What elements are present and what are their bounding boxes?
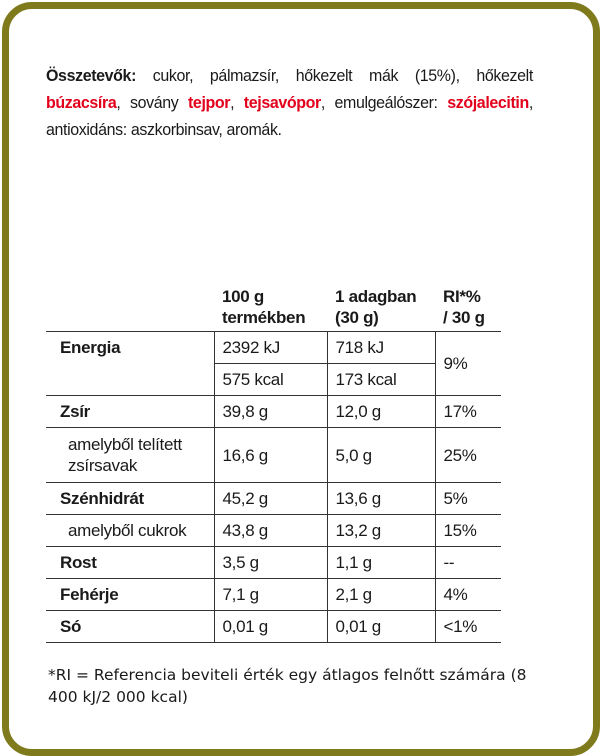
value-per-100g: 2392 kJ [214,332,327,364]
value-per-100g: 7,1 g [214,579,327,611]
value-per-serving: 0,01 g [327,611,435,643]
ingredients-text: , emulgeálószer: [320,93,448,112]
table-header-row [46,286,501,332]
nutrient-name: amelyből telített zsírsavak [46,428,214,483]
nutrient-name [46,364,214,396]
ingredients-text: , sovány [116,93,188,112]
value-per-serving: 5,0 g [327,428,435,483]
header-nutrient [46,286,214,332]
value-ri: 9% [435,332,501,396]
ri-footnote: *RI = Referencia beviteli érték egy átlagos felnőtt számára (8 400 kJ/2 000 kcal) [48,666,527,706]
value-per-100g: 43,8 g [214,515,327,547]
table-row [46,611,501,643]
nutrient-name: amelyből cukrok [46,515,214,547]
nutrition-table [46,286,501,643]
ingredients-text: , antioxidáns: aszkorbinsav, aromák. [46,93,533,139]
value-ri: 5% [435,483,501,515]
table-row [46,483,501,515]
table-row [46,364,501,396]
nutrient-name: Só [46,611,214,643]
nutrient-name: Energia [60,337,121,357]
value-per-serving: 12,0 g [327,396,435,428]
header-line: 100 g [222,287,264,306]
allergen-wheat-germ: búzacsíra [46,93,117,112]
value-ri: -- [435,547,501,579]
value-per-serving: 718 kJ [327,332,435,364]
value-per-serving: 13,6 g [327,483,435,515]
value-ri: 15% [435,515,501,547]
ingredients-paragraph [46,62,533,143]
header-line: termékben [222,308,306,327]
header-line: / 30 g [443,308,485,327]
nutrient-name: Fehérje [46,579,214,611]
value-per-serving: 13,2 g [327,515,435,547]
table-row [46,428,501,483]
value-per-100g: 39,8 g [214,396,327,428]
table-row [46,547,501,579]
nutrient-name: Zsír [46,396,214,428]
value-ri: 25% [435,428,501,483]
allergen-whey-powder: tejsavópor [243,93,321,112]
allergen-milk-powder: tejpor [187,93,231,112]
value-per-serving: 173 kcal [327,364,435,396]
header-ri [435,286,501,332]
value-per-100g: 45,2 g [214,483,327,515]
value-per-100g: 0,01 g [214,611,327,643]
ingredients-text: cukor, pálmazsír, hőkezelt mák (15%), hőkezelt [136,66,533,85]
value-ri: <1% [435,611,501,643]
allergen-soy-lecithin: szójalecitin [447,93,529,112]
value-per-serving: 1,1 g [327,547,435,579]
nutrient-name: Szénhidrát [46,483,214,515]
value-per-100g: 575 kcal [214,364,327,396]
header-line: RI*% [443,287,481,306]
table-row [46,515,501,547]
header-line: 1 adagban [335,287,417,306]
ingredients-label: Összetevők: [46,66,137,85]
value-ri: 17% [435,396,501,428]
header-line: (30 g) [335,308,379,327]
ingredients-text: , [230,93,244,112]
value-per-100g: 3,5 g [214,547,327,579]
nutrient-name: Rost [46,547,214,579]
value-per-100g: 16,6 g [214,428,327,483]
header-per-serving [327,286,435,332]
table-row [46,579,501,611]
table-row [46,332,501,364]
value-ri: 4% [435,579,501,611]
header-per-100g [214,286,327,332]
value-per-serving: 2,1 g [327,579,435,611]
table-row [46,396,501,428]
